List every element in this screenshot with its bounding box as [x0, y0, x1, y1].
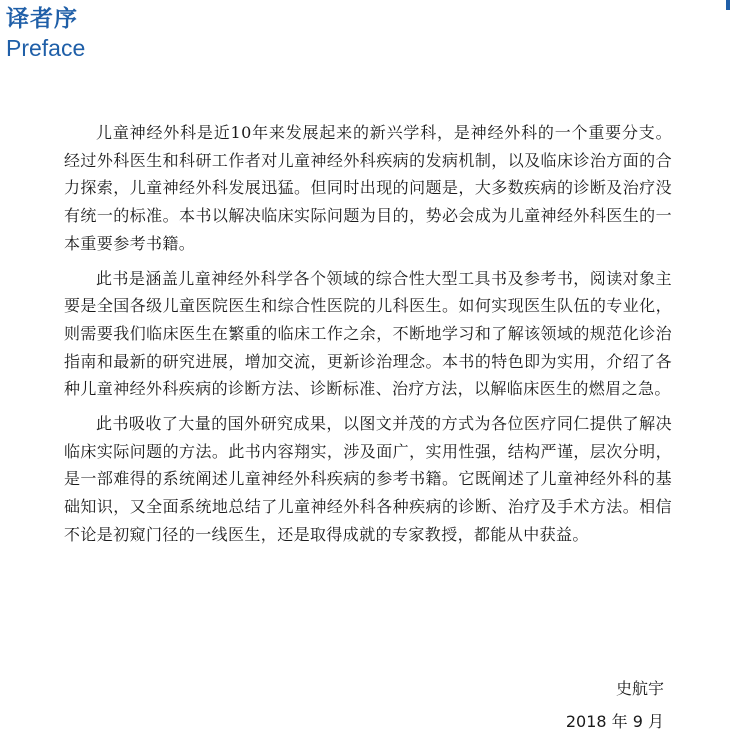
- page-header: [6, 4, 85, 62]
- signature-block: [566, 675, 664, 736]
- preface-body: [64, 119, 672, 556]
- corner-accent-bar: [726, 0, 730, 10]
- paragraph-1: 儿童神经外科是近10年来发展起来的新兴学科，是神经外科的一个重要分支。经过外科医生和科研工作者对儿童神经外科疾病的发病机制，以及临床诊治方面的合力探索，儿童神经外科发展迅猛。但同时出现的问题是，大多数疾病的诊断及治疗没有统一的标准。本书以解决临床实际问题为目的，势必会成为儿童神经外科医生的一本重要参考书籍。: [64, 123, 672, 253]
- page-title-chinese: 译者序: [6, 6, 78, 32]
- paragraph-2: 此书是涵盖儿童神经外科学各个领域的综合性大型工具书及参考书，阅读对象主要是全国各级儿童医院医生和综合性医院的儿科医生。如何实现医生队伍的专业化，则需要我们临床医生在繁重的临床工作之余，不断地学习和了解该领域的规范化诊治指南和最新的研究进展，增加交流，更新诊治理念。本书的特色即为实用，介绍了各种儿童神经外科疾病的诊断方法、诊断标准、治疗方法，以解临床医生的燃眉之急。: [64, 268, 672, 399]
- page-title-english: Preface: [6, 35, 86, 61]
- paragraph-3: 此书吸收了大量的国外研究成果，以图文并茂的方式为各位医疗同仁提供了解决临床实际问题的方法。此书内容翔实，涉及面广，实用性强，结构严谨，层次分明，是一部难得的系统阐述儿童神经外科疾病的参考书籍。它既阐述了儿童神经外科的基础知识，又全面系统地总结了儿童神经外科各种疾病的诊断、治疗及手术方法。相信不论是初窥门径的一线医生，还是取得成就的专家教授，都能从中获益。: [64, 414, 672, 544]
- author-name: 史航宇: [615, 679, 664, 698]
- signature-date: 2018 年 9 月: [565, 712, 664, 731]
